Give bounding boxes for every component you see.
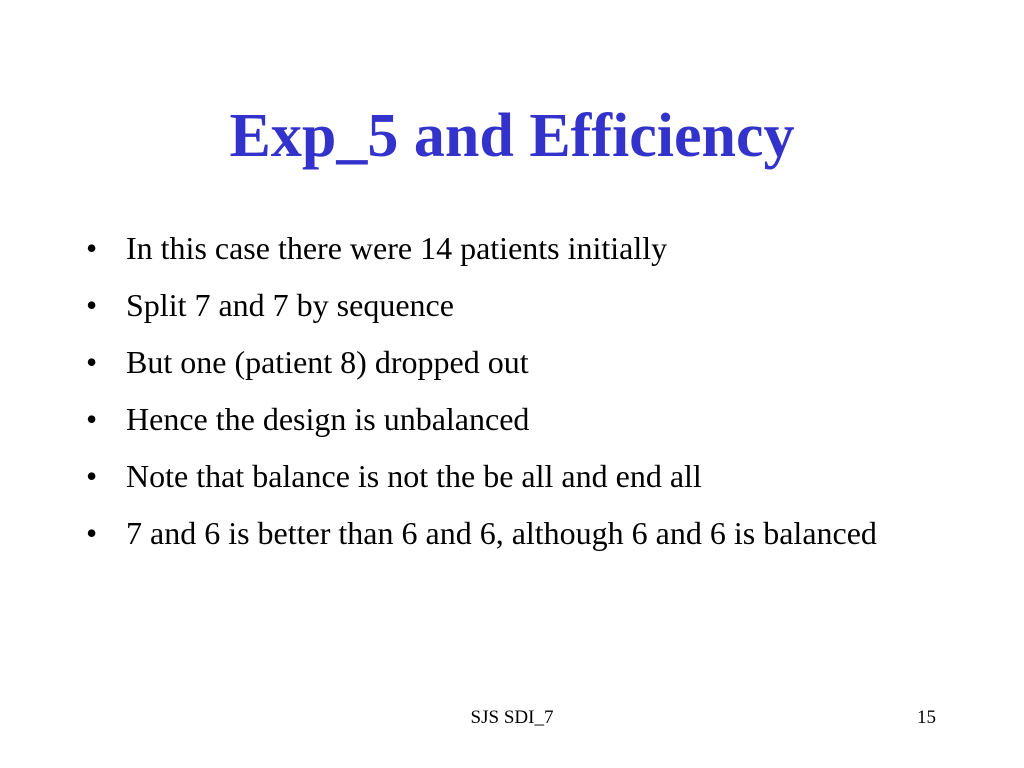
bullet-text: Hence the design is unbalanced <box>126 401 530 437</box>
bullet-item <box>86 401 946 437</box>
slide-title: Exp_5 and Efficiency <box>229 102 795 170</box>
bullet-text: Split 7 and 7 by sequence <box>126 287 454 323</box>
bullet-icon: • <box>86 344 98 380</box>
bullet-icon: • <box>86 401 98 437</box>
bullet-item <box>86 230 946 266</box>
bullet-text: In this case there were 14 patients initially <box>126 230 668 266</box>
bullet-item <box>86 287 946 323</box>
page-number: 15 <box>917 707 936 728</box>
bullet-icon: • <box>86 230 98 266</box>
bullet-text: But one (patient 8) dropped out <box>126 344 529 380</box>
bullet-item <box>86 515 946 551</box>
bullet-item <box>86 344 946 380</box>
bullet-list <box>86 230 946 572</box>
bullet-text: 7 and 6 is better than 6 and 6, although 6 and 6 is balanced <box>126 515 877 551</box>
bullet-icon: • <box>86 287 98 323</box>
bullet-text: Note that balance is not the be all and end all <box>126 458 702 494</box>
bullet-icon: • <box>86 515 98 551</box>
bullet-item <box>86 458 946 494</box>
footer-text: SJS SDI_7 <box>470 707 554 728</box>
bullet-icon: • <box>86 458 98 494</box>
